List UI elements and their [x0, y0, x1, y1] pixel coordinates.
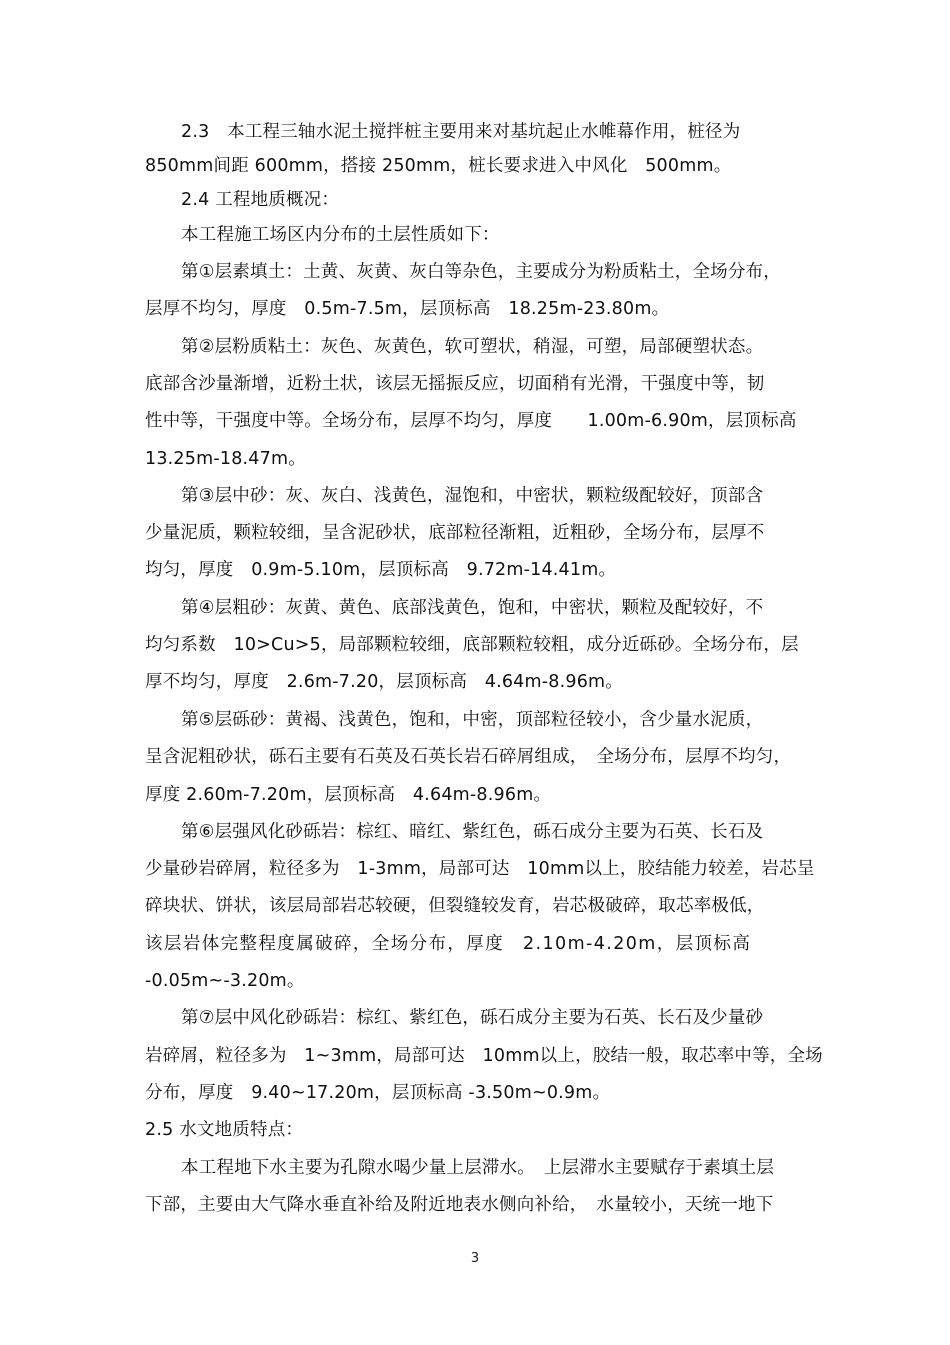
text-line: 均匀，厚度 0.9m-5.10m，层顶标高 9.72m-14.41m。 — [145, 560, 617, 580]
text-line: 均匀系数 10>Cu>5，局部颗粒较细，底部颗粒较粗，成分近砾砂。全场分布，层 — [145, 635, 799, 655]
text-line: 2.3 本工程三轴水泥土搅拌桩主要用来对基坑起止水帷幕作用，桩径为 — [181, 122, 741, 142]
text-line: -0.05m~-3.20m。 — [145, 971, 305, 991]
text-line: 底部含沙量渐增，近粉土状，该层无摇振反应，切面稍有光滑，干强度中等，韧 — [145, 374, 765, 394]
text-line: 第④层粗砂：灰黄、黄色、底部浅黄色，饱和，中密状，颗粒及配较好，不 — [181, 598, 764, 618]
text-line: 厚不均匀，厚度 2.6m-7.20，层顶标高 4.64m-8.96m。 — [145, 672, 623, 692]
text-line: 本工程地下水主要为孔隙水喝少量上层滞水。 上层滞水主要赋存于素填土层 — [181, 1158, 775, 1178]
text-line: 厚度 2.60m-7.20m，层顶标高 4.64m-8.96m。 — [145, 785, 552, 805]
text-line: 第②层粉质粘土：灰色、灰黄色，软可塑状，稍湿，可塑，局部硬塑状态。 — [181, 337, 764, 357]
text-line: 第③层中砂：灰、灰白、浅黄色，湿饱和，中密状，颗粒级配较好，顶部含 — [181, 486, 764, 506]
text-line: 碎块状、饼状，该层局部岩芯较硬，但裂缝较发育，岩芯极破碎，取芯率极低， — [145, 896, 765, 916]
text-line: 2.4 工程地质概况： — [181, 190, 340, 210]
text-line: 层厚不均匀，厚度 0.5m-7.5m，层顶标高 18.25m-23.80m。 — [145, 299, 670, 319]
text-line: 岩碎屑，粒径多为 1~3mm，局部可达 10mm以上，胶结一般，取芯率中等，全场 — [145, 1046, 823, 1066]
text-line: 分布，厚度 9.40~17.20m，层顶标高 -3.50m~0.9m。 — [145, 1083, 611, 1103]
text-line: 第⑦层中风化砂砾岩：棕红、紫红色，砾石成分主要为石英、长石及少量砂 — [181, 1008, 764, 1028]
text-line: 13.25m-18.47m。 — [145, 449, 306, 469]
section-heading: 2.5 水文地质特点： — [145, 1120, 304, 1140]
text-line: 本工程施工场区内分布的土层性质如下： — [181, 225, 500, 245]
text-line: 少量砂岩碎屑，粒径多为 1-3mm，局部可达 10mm以上，胶结能力较差，岩芯呈 — [145, 859, 815, 879]
page-number: 3 — [470, 1251, 480, 1266]
text-line: 该层岩体完整程度属破碎，全场分布，厚度 2.10m-4.20m，层顶标高 — [145, 934, 752, 954]
text-line: 第①层素填土：土黄、灰黄、灰白等杂色，主要成分为粉质粘土，全场分布， — [181, 262, 781, 282]
text-line: 第⑤层砾砂：黄褐、浅黄色，饱和，中密，顶部粒径较小，含少量水泥质， — [181, 710, 764, 730]
text-line: 850mm间距 600mm，搭接 250mm，桩长要求进入中风化 500mm。 — [145, 156, 732, 176]
text-line: 第⑥层强风化砂砾岩：棕红、暗红、紫红色，砾石成分主要为石英、长石及 — [181, 822, 764, 842]
text-line: 少量泥质，颗粒较细，呈含泥砂状，底部粒径渐粗，近粗砂，全场分布，层厚不 — [145, 523, 765, 543]
text-line: 下部，主要由大气降水垂直补给及附近地表水侧向补给， 水量较小，天统一地下 — [145, 1195, 774, 1215]
text-line: 性中等，干强度中等。全场分布，层厚不均匀，厚度 1.00m-6.90m，层顶标高 — [145, 411, 797, 431]
text-line: 呈含泥粗砂状，砾石主要有石英及石英长岩石碎屑组成， 全场分布，层厚不均匀， — [145, 747, 792, 767]
